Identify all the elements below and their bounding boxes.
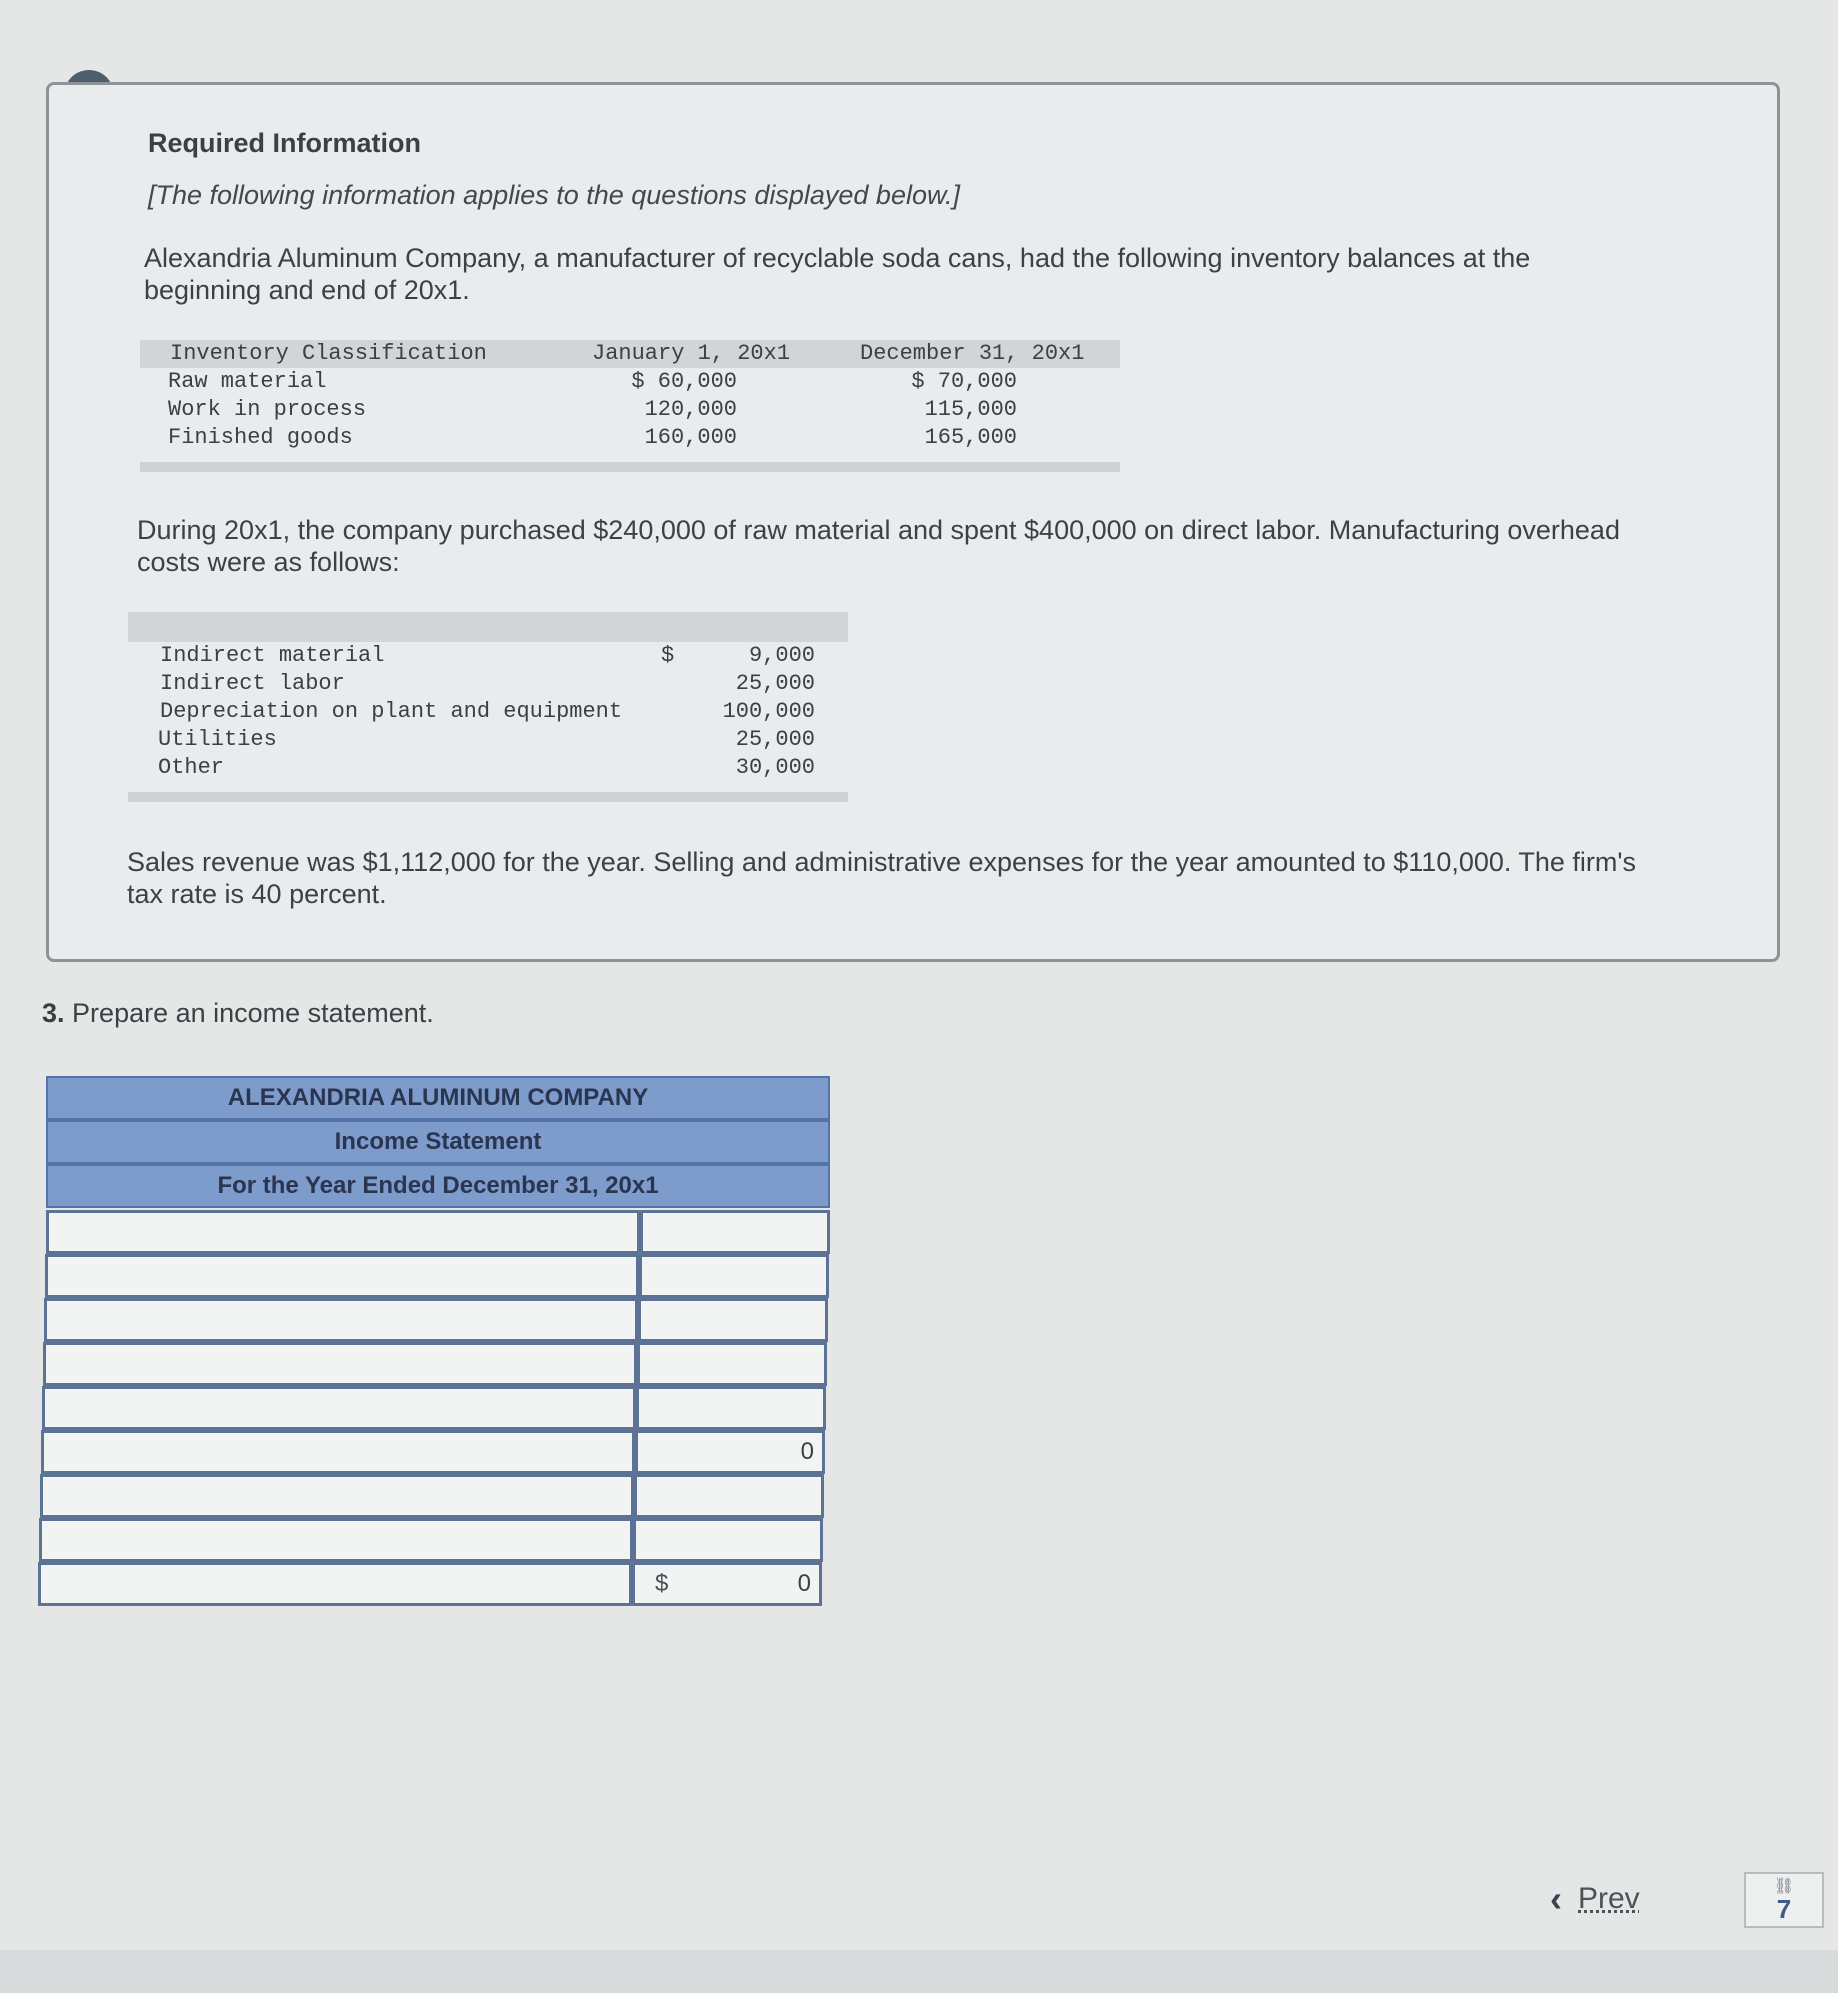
overhead-row-amount: 9,000 xyxy=(748,643,815,668)
overhead-row-label: Indirect labor xyxy=(160,671,345,696)
inventory-row-jan: 160,000 xyxy=(644,425,737,450)
amount-input[interactable] xyxy=(638,1298,828,1342)
currency-symbol: $ xyxy=(655,1570,669,1597)
link-icon: ⛓ xyxy=(1773,1878,1795,1895)
line-item-input[interactable] xyxy=(45,1254,639,1298)
overhead-row-label: Utilities xyxy=(158,727,277,752)
inventory-table xyxy=(140,340,1120,474)
inventory-row-jan: 120,000 xyxy=(644,397,737,422)
overhead-table xyxy=(128,612,848,806)
overhead-row-amount: 25,000 xyxy=(735,727,815,752)
amount-input[interactable] xyxy=(639,1254,829,1298)
income-statement-company: ALEXANDRIA ALUMINUM COMPANY xyxy=(46,1076,830,1120)
prev-button[interactable] xyxy=(1550,1878,1640,1920)
amount-input[interactable] xyxy=(632,1562,822,1606)
line-item-input[interactable] xyxy=(46,1210,640,1254)
amount-value: 0 xyxy=(797,1570,811,1597)
inventory-row-dec: $ 70,000 xyxy=(911,369,1017,394)
prev-label: Prev xyxy=(1578,1882,1640,1915)
chevron-left-icon: ‹ xyxy=(1550,1878,1562,1919)
inventory-row-dec: 115,000 xyxy=(924,397,1017,422)
line-item-input[interactable] xyxy=(41,1430,635,1474)
overhead-row-amount: 25,000 xyxy=(735,671,815,696)
question-number: 3. xyxy=(42,998,65,1028)
page-number: 7 xyxy=(1776,1894,1792,1924)
question-text: Prepare an income statement. xyxy=(72,998,434,1028)
income-statement-table xyxy=(36,1076,832,1622)
overhead-table-header xyxy=(128,612,848,642)
sales-paragraph: Sales revenue was $1,112,000 for the year. Selling and administrative expenses for the year amounted to $110,000. The firm's tax rate is 40 percent. xyxy=(127,847,1637,909)
amount-input[interactable] xyxy=(633,1518,823,1562)
overhead-currency: $ xyxy=(661,643,675,668)
line-item-input[interactable] xyxy=(40,1474,634,1518)
income-statement-title: Income Statement xyxy=(46,1120,830,1164)
amount-input[interactable] xyxy=(636,1386,826,1430)
line-item-input[interactable] xyxy=(44,1298,638,1342)
bottom-bar xyxy=(0,1950,1838,1993)
line-item-input[interactable] xyxy=(38,1562,632,1606)
overhead-table-footer xyxy=(128,792,848,802)
inventory-header-classification: Inventory Classification xyxy=(170,341,487,366)
required-info-title: Required Information xyxy=(148,128,422,158)
line-item-input[interactable] xyxy=(43,1342,637,1386)
inventory-row-label: Raw material xyxy=(168,369,327,394)
overhead-row-label: Depreciation on plant and equipment xyxy=(160,699,623,724)
overhead-row-label: Other xyxy=(158,755,225,780)
line-item-input[interactable] xyxy=(42,1386,636,1430)
overhead-row-amount: 100,000 xyxy=(722,699,815,724)
page-number-button[interactable] xyxy=(1744,1872,1824,1928)
line-item-input[interactable] xyxy=(39,1518,633,1562)
inventory-header-dec: December 31, 20x1 xyxy=(860,341,1085,366)
purchases-paragraph: During 20x1, the company purchased $240,000 of raw material and spent $400,000 on direct labor. Manufacturing overhead costs were as follows: xyxy=(137,515,1620,577)
inventory-row-label: Finished goods xyxy=(168,425,353,450)
info-note: [The following information applies to the questions displayed below.] xyxy=(148,180,960,210)
amount-input[interactable] xyxy=(634,1474,824,1518)
overhead-row-amount: 30,000 xyxy=(735,755,815,780)
inventory-row-jan: $ 60,000 xyxy=(631,369,737,394)
overhead-row-label: Indirect material xyxy=(160,643,385,668)
inventory-table-footer xyxy=(140,462,1120,472)
amount-input[interactable]: 0 xyxy=(635,1430,825,1474)
inventory-row-label: Work in process xyxy=(168,397,367,422)
amount-input[interactable] xyxy=(640,1210,830,1254)
inventory-header-jan: January 1, 20x1 xyxy=(592,341,791,366)
intro-paragraph: Alexandria Aluminum Company, a manufacturer of recyclable soda cans, had the following inventory balances at the beginning and end of 20x1. xyxy=(144,243,1531,305)
income-statement-period: For the Year Ended December 31, 20x1 xyxy=(46,1164,830,1208)
amount-input[interactable] xyxy=(637,1342,827,1386)
inventory-row-dec: 165,000 xyxy=(924,425,1017,450)
question-prompt xyxy=(42,998,434,1029)
